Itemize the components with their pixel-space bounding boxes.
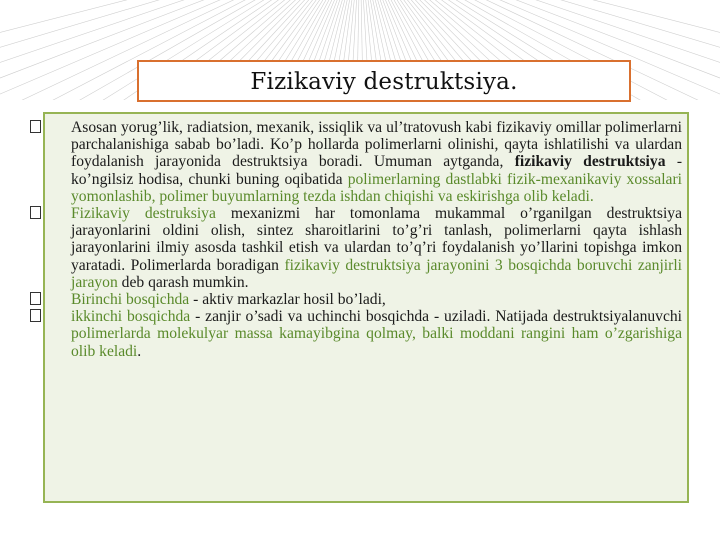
square-bullet-icon	[30, 119, 71, 136]
content-text	[30, 119, 682, 360]
square-bullet-icon	[30, 291, 71, 308]
paragraph-1: Asosan yorug’lik, radiatsion, mexanik, issiqlik va ul’tratovush kabi fizikaviy omillar polimerlarni parchalanishiga sabab bo’ladi. Ko’p hollarda polimerlarni olinishi, qayta ishlatilishi va ulardan foydalanish jarayonida destruktsiya boradi. Umuman aytganda, fizikaviy destruktsiya - ko’ngilsiz hodisa, chunki buning oqibatida polimerlarning dastlabki fizik-mexanikaviy xossalari yomonlashib, polimer buyumlarning tezda ishdan chiqishi va eskirishga olib keladi.	[30, 119, 682, 205]
page-title: Fizikaviy destruktsiya.	[250, 69, 518, 95]
square-bullet-icon	[30, 205, 71, 222]
title-box	[137, 60, 631, 102]
paragraph-4: ikkinchi bosqichda - zanjir o’sadi va uchinchi bosqichda - uziladi. Natijada destruktsiyalanuvchi polimerlarda molekulyar massa kamayibgina qolmay, balki moddani rangini ham o’zgarishiga olib keladi.	[30, 308, 682, 360]
square-bullet-icon	[30, 308, 71, 325]
paragraph-2: Fizikaviy destruksiya mexanizmi har tomonlama mukammal o’rganilgan destruktsiya jarayonlarini oldini olish, sintez sharoitlarini to’g’ri tanlash, polimerlarni qayta ishlash jarayonlarini ilmiy asosda tashkil etish va ulardan to’q’ri foydalanish yo’llarini topishga imkon yaratadi. Polimerlarda boradigan fizikaviy destruktsiya jarayonini 3 bosqichda boruvchi zanjirli jarayon deb qarash mumkin.	[30, 205, 682, 291]
paragraph-3: Birinchi bosqichda - aktiv markazlar hosil bo’ladi,	[30, 291, 682, 308]
